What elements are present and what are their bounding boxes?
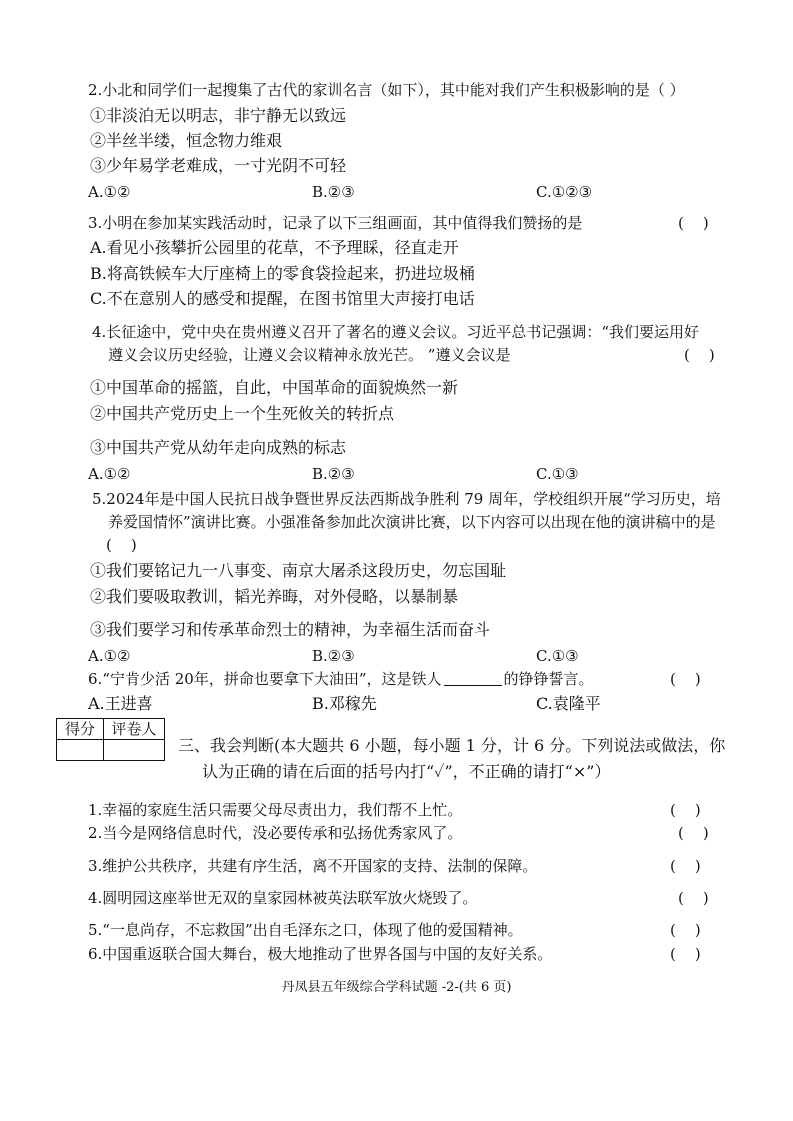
q3-option-c: C.不在意别人的感受和提醒，在图书馆里大声接打电话 (90, 289, 475, 308)
q2-item-3: ③少年易学老难成，一寸光阴不可轻 (90, 156, 347, 175)
q4-answer-paren: ( ) (684, 346, 715, 364)
judge-item-6: 6.中国重返联合国大舞台，极大地推动了世界各国与中国的友好关系。 (88, 945, 553, 963)
q2-stem: 2.小北和同学们一起搜集了古代的家训名言（如下），其中能对我们产生积极影响的是（ ） (88, 81, 685, 99)
judge-item-3-paren: ( ) (670, 857, 701, 875)
judge-item-2-paren: ( ) (678, 824, 709, 842)
q5-stem-line-1: 5.2024年是中国人民抗日战争暨世界反法西斯战争胜利 79 周年，学校组织开展“学习历史，培 (92, 490, 721, 508)
section3-heading-line-2: 认为正确的请在后面的括号内打“✓”，不正确的请打“×”） (202, 762, 611, 781)
q5-stem-line-2: 养爱国情怀”演讲比赛。小强准备参加此次演讲比赛，以下内容可以出现在他的演讲稿中的是 (108, 513, 716, 531)
q6-answer-paren: ( ) (670, 670, 701, 688)
judge-item-6-paren: ( ) (670, 945, 701, 963)
score-box (56, 718, 165, 761)
q2-option-c: C.①②③ (536, 183, 593, 201)
q5-option-b: B.②③ (312, 647, 355, 665)
section3-heading-line-1: 三、我会判断(本大题共 6 小题，每小题 1 分，计 6 分。下列说法或做法，你 (178, 736, 726, 755)
q6-blank (444, 671, 502, 686)
grader-label: 评卷人 (104, 719, 165, 740)
q5-option-a: A.①② (88, 647, 131, 665)
q5-item-3: ③我们要学习和传承革命烈士的精神，为幸福生活而奋斗 (90, 620, 491, 639)
q4-item-1: ①中国革命的摇篮，自此，中国革命的面貌焕然一新 (90, 378, 459, 397)
page-footer: 丹凤县五年级综合学科试题 -2-(共 6 页) (281, 980, 512, 995)
q5-item-1: ①我们要铭记九一八事变、南京大屠杀这段历史，勿忘国耻 (90, 561, 507, 580)
q4-option-b: B.②③ (312, 465, 355, 483)
q2-item-2: ②半丝半缕，恒念物力维艰 (90, 131, 283, 150)
grader-cell (104, 740, 165, 761)
q3-option-b: B.将高铁候车大厅座椅上的零食袋捡起来，扔进垃圾桶 (90, 264, 475, 283)
judge-item-4: 4.圆明园这座举世无双的皇家园林被英法联军放火烧毁了。 (88, 889, 478, 907)
q5-answer-paren: ( ) (106, 536, 137, 554)
q5-item-2: ②我们要吸取教训，韬光养晦，对外侵略，以暴制暴 (90, 587, 459, 606)
q3-option-a: A.看见小孩攀折公园里的花草，不予理睬，径直走开 (90, 238, 459, 257)
judge-item-4-paren: ( ) (678, 889, 709, 907)
q4-option-c: C.①③ (536, 465, 579, 483)
q6-stem-before: 6.“宁肯少活 20年，拼命也要拿下大油田”，这是铁人 (88, 670, 442, 688)
q2-item-1: ①非淡泊无以明志，非宁静无以致远 (90, 106, 347, 125)
q4-stem-line-1: 4.长征途中，党中央在贵州遵义召开了著名的遵义会议。习近平总书记强调：“我们要运用好 (92, 323, 699, 341)
judge-item-3: 3.维护公共秩序，共建有序生活，离不开国家的支持、法制的保障。 (88, 857, 538, 875)
q6-option-a: A.王进喜 (88, 694, 153, 713)
score-cell (57, 740, 104, 761)
q4-stem-line-2: 遵义会议历史经验，让遵义会议精神永放光芒。 ”遵义会议是 (108, 346, 511, 364)
q5-option-c: C.①③ (536, 647, 579, 665)
q2-option-b: B.②③ (312, 183, 355, 201)
q6-stem-after: 的铮铮誓言。 (503, 670, 594, 688)
q3-stem: 3.小明在参加某实践活动时，记录了以下三组画面，其中值得我们赞扬的是 (88, 214, 583, 232)
judge-item-1-paren: ( ) (670, 801, 701, 819)
q6-option-b: B.邓稼先 (312, 694, 377, 713)
judge-item-2: 2.当今是网络信息时代，没必要传承和弘扬优秀家风了。 (88, 824, 463, 842)
q4-item-2: ②中国共产党历史上一个生死攸关的转折点 (90, 404, 395, 423)
judge-item-1: 1.幸福的家庭生活只需要父母尽责出力，我们帮不上忙。 (88, 801, 463, 819)
judge-item-5-paren: ( ) (670, 921, 701, 939)
q6-option-c: C.袁隆平 (536, 694, 601, 713)
q4-item-3: ③中国共产党从幼年走向成熟的标志 (90, 438, 347, 457)
judge-item-5: 5.“一息尚存，不忘救国”出自毛泽东之口，体现了他的爱国精神。 (88, 921, 523, 939)
q3-answer-paren: ( ) (678, 214, 709, 232)
q4-option-a: A.①② (88, 465, 131, 483)
score-label: 得分 (57, 719, 104, 740)
q6-stem (88, 669, 594, 689)
q2-option-a: A.①② (88, 183, 131, 201)
